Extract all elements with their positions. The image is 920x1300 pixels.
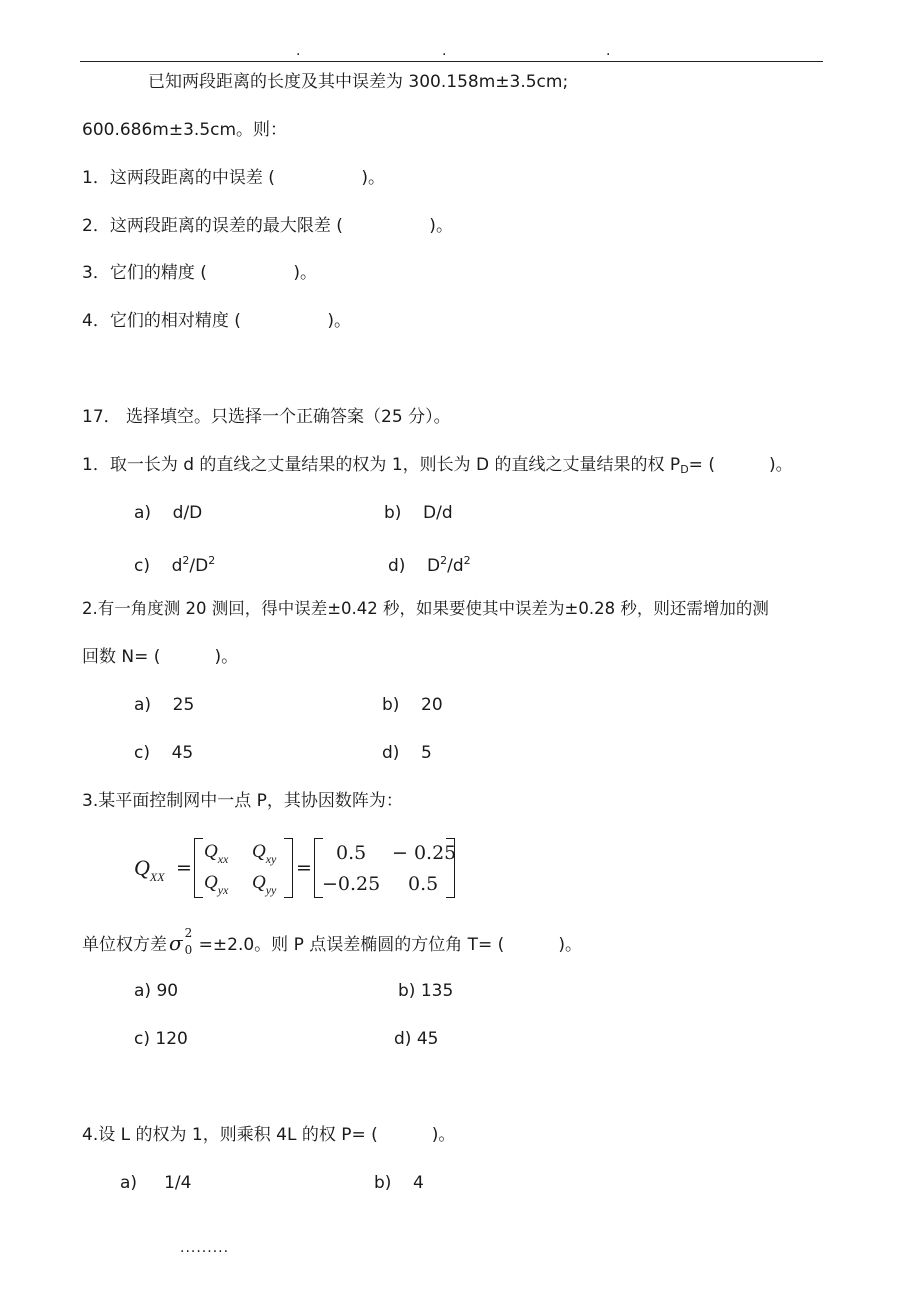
q3-option-a: a) 90 xyxy=(134,981,179,1001)
matrix-bracket-left xyxy=(194,838,203,898)
matrix-value-12: − 0.25 xyxy=(392,842,457,864)
sym-q: Q xyxy=(204,841,218,862)
q2-option-c: c) 45 xyxy=(134,743,194,763)
intro-line-1: 已知两段距离的长度及其中误差为 300.158m±3.5cm; xyxy=(148,72,569,92)
header-dot: . xyxy=(296,43,301,59)
header-rule xyxy=(80,61,823,62)
matrix-sym-12 xyxy=(252,840,276,867)
q16-item-4: 4．它们的相对精度 ( )。 xyxy=(82,311,351,331)
sym-sub: yx xyxy=(217,883,229,897)
q3-option-c: c) 120 xyxy=(134,1029,188,1049)
q2-option-d: d) 5 xyxy=(382,743,432,763)
sigma-sup: 2 xyxy=(184,926,193,940)
matrix-equals-1: = xyxy=(176,857,192,879)
q1-option-b: b) D/d xyxy=(384,503,453,523)
matrix-equals-2: = xyxy=(296,857,312,879)
matrix-lhs-sub: XX xyxy=(149,870,165,884)
sym-q: Q xyxy=(252,872,266,893)
sym-sub: yy xyxy=(265,883,277,897)
header-dot: . xyxy=(606,43,611,59)
matrix-value-21: −0.25 xyxy=(322,873,381,895)
q16-item-3: 3．它们的精度 ( )。 xyxy=(82,263,317,283)
q1-option-c-prefix: c) d xyxy=(134,556,183,576)
sigma-sub: 0 xyxy=(184,943,193,957)
q1-option-c-sup: 2 xyxy=(208,554,216,567)
q1-stem-sub: D xyxy=(680,463,689,476)
sigma-scripts xyxy=(183,926,199,957)
q3-stem: 3.某平面控制网中一点 P，其协因数阵为： xyxy=(82,791,403,811)
matrix-value-22: 0.5 xyxy=(408,873,439,895)
q1-option-d-sup: 2 xyxy=(463,554,471,567)
q4-option-b: b) 4 xyxy=(374,1173,424,1193)
q3-option-d: d) 45 xyxy=(394,1029,439,1049)
sym-sub: xx xyxy=(217,852,229,866)
q2-option-a: a) 25 xyxy=(134,695,195,715)
sym-sub: xy xyxy=(265,852,277,866)
q1-option-c-sup: 2 xyxy=(182,554,190,567)
q16-item-2: 2．这两段距离的误差的最大限差 ( )。 xyxy=(82,216,453,236)
q1-option-a: a) d/D xyxy=(134,503,203,523)
matrix-lhs-symbol: Q xyxy=(134,855,150,880)
q1-stem-main: 1．取一长为 d 的直线之丈量结果的权为 1，则长为 D 的直线之丈量结果的权 P xyxy=(82,455,681,475)
q1-option-c-mid: /D xyxy=(189,556,209,576)
q3-variance-line xyxy=(82,926,582,957)
variance-prefix: 单位权方差 xyxy=(82,935,167,955)
sym-q: Q xyxy=(204,872,218,893)
sym-q: Q xyxy=(252,841,266,862)
matrix-bracket-right xyxy=(284,838,293,898)
q1-stem xyxy=(82,454,793,481)
section-17-title: 17． 选择填空。只选择一个正确答案（25 分）。 xyxy=(82,407,451,427)
q1-option-d-sup: 2 xyxy=(440,554,448,567)
matrix-sym-22 xyxy=(252,871,276,898)
q1-option-d xyxy=(388,550,471,577)
q2-stem-line-1: 2.有一角度测 20 测回，得中误差±0.42 秒，如果要使其中误差为±0.28 秒，则还需增加的测 xyxy=(82,599,769,618)
variance-tail: =±2.0。则 P 点误差椭圆的方位角 T= ( )。 xyxy=(198,935,582,955)
matrix-value-11: 0.5 xyxy=(336,842,367,864)
sigma-symbol: σ xyxy=(169,931,183,955)
header-dot: . xyxy=(442,43,447,59)
q4-stem: 4.设 L 的权为 1，则乘积 4L 的权 P= ( )。 xyxy=(82,1125,456,1145)
matrix-sym-21 xyxy=(204,871,228,898)
q3-option-b: b) 135 xyxy=(398,981,454,1001)
q2-stem-line-2: 回数 N= ( )。 xyxy=(82,647,239,667)
q16-item-1: 1．这两段距离的中误差 ( )。 xyxy=(82,168,385,188)
q1-option-c xyxy=(134,550,215,577)
q2-option-b: b) 20 xyxy=(382,695,443,715)
footer-ellipsis: ......... xyxy=(180,1240,230,1256)
value-bracket-right xyxy=(446,838,455,898)
q1-option-d-prefix: d) D xyxy=(388,556,441,576)
matrix-lhs xyxy=(134,855,165,885)
matrix-sym-11 xyxy=(204,840,228,867)
q1-stem-tail: = ( )。 xyxy=(688,455,793,475)
q1-option-d-mid: /d xyxy=(447,556,464,576)
intro-line-2: 600.686m±3.5cm。则： xyxy=(82,120,288,140)
q4-option-a: a) 1/4 xyxy=(120,1173,192,1193)
